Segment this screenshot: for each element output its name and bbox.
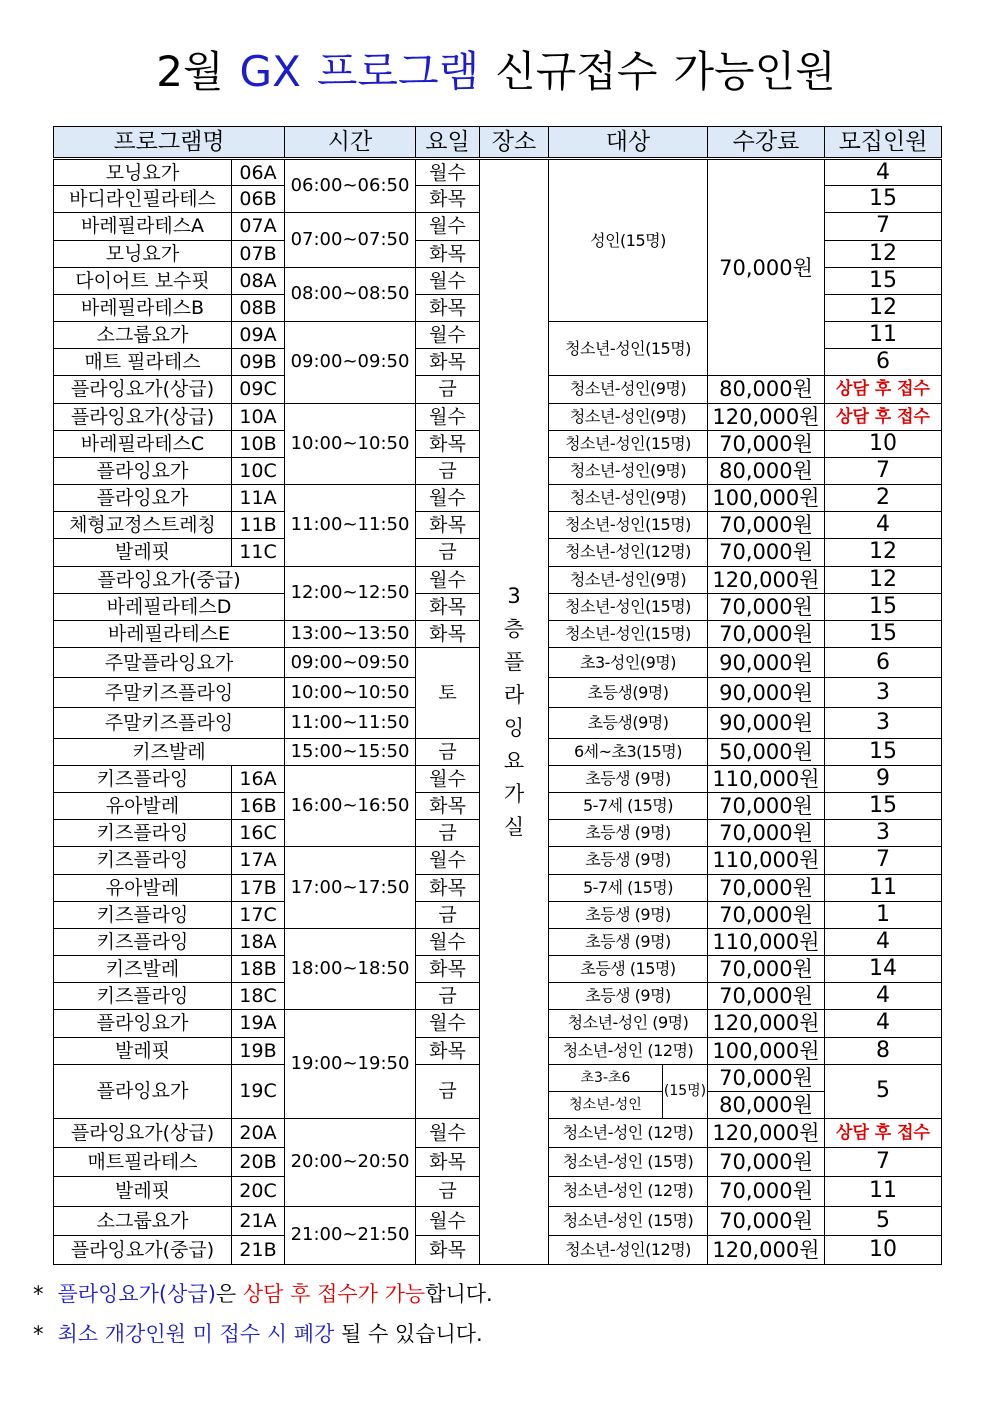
program-code: 18B: [232, 956, 285, 983]
fee: 70,000원: [708, 983, 825, 1010]
class-day: 월수: [416, 1119, 480, 1148]
fee: 50,000원: [708, 738, 825, 765]
capacity: 15: [825, 593, 942, 620]
capacity: 11: [825, 322, 942, 349]
class-time: 06:00~06:50: [285, 159, 416, 213]
program-code: 07B: [232, 240, 285, 267]
class-day: 금: [416, 820, 480, 847]
class-day: 화목: [416, 793, 480, 820]
note-1-end: 합니다.: [425, 1282, 493, 1306]
header-time: 시간: [285, 127, 416, 159]
capacity: 4: [825, 1010, 942, 1037]
class-day: 금: [416, 376, 480, 403]
class-day: 화목: [416, 1148, 480, 1177]
target: 초등생 (9명): [549, 928, 708, 955]
class-day: 월수: [416, 213, 480, 240]
fee: 80,000원: [708, 457, 825, 484]
target: 청소년-성인 (12명): [549, 1037, 708, 1064]
class-day: 화목: [416, 593, 480, 620]
class-time: 19:00~19:50: [285, 1010, 416, 1119]
program-name: 플라잉요가(상급): [54, 403, 232, 430]
class-day: 월수: [416, 847, 480, 874]
capacity: 12: [825, 566, 942, 593]
target: 청소년-성인(15명): [549, 512, 708, 539]
program-code: 16C: [232, 820, 285, 847]
fee: 70,000원: [708, 593, 825, 620]
class-time: 16:00~16:50: [285, 765, 416, 847]
class-day: 화목: [416, 430, 480, 457]
program-code: 08B: [232, 294, 285, 321]
target-size: (15명): [663, 1065, 708, 1118]
target: 청소년-성인 (15명): [549, 1148, 708, 1177]
target: 초등생 (9명): [549, 901, 708, 928]
note-1: [33, 1280, 973, 1308]
capacity: 15: [825, 267, 942, 294]
class-day: 금: [416, 901, 480, 928]
fee: 70,000원: [708, 159, 825, 376]
program-code: 08A: [232, 267, 285, 294]
title-gx: GX: [239, 47, 301, 96]
class-day: 월수: [416, 1206, 480, 1235]
target: 청소년-성인(9명): [549, 485, 708, 512]
capacity: 4: [825, 928, 942, 955]
capacity: 7: [825, 1148, 942, 1177]
program-code: 09B: [232, 349, 285, 376]
class-time: 20:00~20:50: [285, 1119, 416, 1207]
class-day: 화목: [416, 186, 480, 213]
fee: 70,000원: [708, 901, 825, 928]
capacity-consult: 상담 후 접수: [825, 403, 942, 430]
class-day: 화목: [416, 1037, 480, 1064]
target: 초등생 (9명): [549, 983, 708, 1010]
capacity: 4: [825, 512, 942, 539]
fee-split-table: [708, 1065, 824, 1118]
class-time: 15:00~15:50: [285, 738, 416, 765]
fee: 90,000원: [708, 708, 825, 738]
program-code: 11B: [232, 512, 285, 539]
class-day: 화목: [416, 874, 480, 901]
class-time: 18:00~18:50: [285, 928, 416, 1010]
target: 초등생 (9명): [549, 847, 708, 874]
program-name: 바레필라테스D: [54, 593, 285, 620]
class-day: 금: [416, 1177, 480, 1206]
target: 청소년-성인(9명): [549, 457, 708, 484]
program-name: 바레필라테스E: [54, 620, 285, 647]
header-program: 프로그램명: [54, 127, 285, 159]
capacity: 15: [825, 620, 942, 647]
fee: 100,000원: [708, 1037, 825, 1064]
program-code: 18A: [232, 928, 285, 955]
program-code: 11A: [232, 485, 285, 512]
target: 초등생(9명): [549, 678, 708, 708]
fee-b: 80,000원: [719, 1092, 813, 1117]
program-name: 체형교정스트레칭: [54, 512, 232, 539]
header-day: 요일: [416, 127, 480, 159]
class-day: 월수: [416, 928, 480, 955]
header-fee: 수강료: [708, 127, 825, 159]
capacity: 15: [825, 738, 942, 765]
class-time: 10:00~10:50: [285, 678, 416, 708]
program-name: 발레핏: [54, 1037, 232, 1064]
capacity: 7: [825, 457, 942, 484]
program-name: 키즈플라잉: [54, 765, 232, 792]
class-time: 11:00~11:50: [285, 708, 416, 738]
program-name: 플라잉요가(중급): [54, 1235, 232, 1264]
program-name: 바레필라테스A: [54, 213, 232, 240]
program-code: 18C: [232, 983, 285, 1010]
capacity: 4: [825, 983, 942, 1010]
class-day: 금: [416, 539, 480, 566]
title-new-registration: 신규접수: [495, 47, 658, 96]
capacity: 7: [825, 213, 942, 240]
fee: 80,000원: [708, 376, 825, 403]
program-code: 06A: [232, 159, 285, 186]
note-1-program: 플라잉요가(상급): [57, 1282, 216, 1306]
capacity: 11: [825, 1177, 942, 1206]
program-code: 20C: [232, 1177, 285, 1206]
capacity: 12: [825, 240, 942, 267]
program-name: 매트 필라테스: [54, 349, 232, 376]
target: 초등생 (15명): [549, 956, 708, 983]
target: 청소년-성인(9명): [549, 566, 708, 593]
capacity: 6: [825, 648, 942, 678]
title-capacity: 가능인원: [673, 47, 836, 96]
program-name: 바레필라테스B: [54, 294, 232, 321]
program-code: 17C: [232, 901, 285, 928]
capacity: 11: [825, 874, 942, 901]
program-code: 19A: [232, 1010, 285, 1037]
program-name: 키즈플라잉: [54, 928, 232, 955]
program-name: 소그룹요가: [54, 322, 232, 349]
table-row: [54, 159, 942, 186]
class-time: 13:00~13:50: [285, 620, 416, 647]
fee: 110,000원: [708, 765, 825, 792]
note-1-highlight: 상담 후 접수가 가능: [242, 1282, 426, 1306]
note-2-highlight: 최소 개강인원 미 접수 시 폐강: [57, 1322, 335, 1346]
program-name: 주말키즈플라잉: [54, 708, 285, 738]
program-name: 유아발레: [54, 874, 232, 901]
fee: 70,000원: [708, 1177, 825, 1206]
program-code: 21B: [232, 1235, 285, 1264]
target: 청소년-성인(15명): [549, 430, 708, 457]
note-bullet: *: [33, 1322, 44, 1346]
capacity: 15: [825, 793, 942, 820]
fee: 90,000원: [708, 648, 825, 678]
class-day: 화목: [416, 240, 480, 267]
target: 성인(15명): [549, 159, 708, 322]
title-program: 프로그램: [316, 47, 480, 96]
capacity: 1: [825, 901, 942, 928]
program-name: 주말키즈플라잉: [54, 678, 285, 708]
fee: 120,000원: [708, 1010, 825, 1037]
program-name: 키즈발레: [54, 738, 285, 765]
target: 청소년-성인 (9명): [549, 1010, 708, 1037]
capacity: 9: [825, 765, 942, 792]
program-name: 플라잉요가: [54, 1064, 232, 1118]
fee: 70,000원: [708, 620, 825, 647]
capacity: 3: [825, 820, 942, 847]
program-name: 주말플라잉요가: [54, 648, 285, 678]
class-time: 17:00~17:50: [285, 847, 416, 929]
fee: 70,000원: [708, 793, 825, 820]
target-a: 초3-초6: [549, 1065, 663, 1092]
class-time: 10:00~10:50: [285, 403, 416, 485]
class-day: 화목: [416, 956, 480, 983]
capacity: 5: [825, 1206, 942, 1235]
program-name: 키즈플라잉: [54, 847, 232, 874]
class-day: 화목: [416, 294, 480, 321]
target-split: [549, 1064, 708, 1118]
target: 초등생 (9명): [549, 765, 708, 792]
fee: 70,000원: [708, 539, 825, 566]
class-day: 월수: [416, 1010, 480, 1037]
class-time: 11:00~11:50: [285, 485, 416, 567]
program-name: 모닝요가: [54, 240, 232, 267]
program-code: 21A: [232, 1206, 285, 1235]
target-split-table: [549, 1065, 707, 1118]
header-row: [54, 127, 942, 159]
capacity: 7: [825, 847, 942, 874]
program-code: 20B: [232, 1148, 285, 1177]
fee: 90,000원: [708, 678, 825, 708]
program-name: 키즈플라잉: [54, 901, 232, 928]
program-name: 발레핏: [54, 1177, 232, 1206]
target: 5-7세 (15명): [549, 874, 708, 901]
fee: 120,000원: [708, 1119, 825, 1148]
program-name: 플라잉요가(중급): [54, 566, 285, 593]
target-b: 청소년-성인: [569, 1096, 642, 1113]
class-day: 월수: [416, 267, 480, 294]
fee: 120,000원: [708, 403, 825, 430]
fee: 70,000원: [708, 820, 825, 847]
fee: 100,000원: [708, 485, 825, 512]
class-day: 월수: [416, 485, 480, 512]
fee: 70,000원: [708, 956, 825, 983]
capacity: 2: [825, 485, 942, 512]
target: 청소년-성인(9명): [549, 376, 708, 403]
capacity: 3: [825, 678, 942, 708]
program-name: 플라잉요가: [54, 485, 232, 512]
fee-split: [708, 1064, 825, 1118]
program-code: 19C: [232, 1064, 285, 1118]
program-name: 바디라인필라테스: [54, 186, 232, 213]
program-name: 모닝요가: [54, 159, 232, 186]
target: 6세~초3(15명): [549, 738, 708, 765]
program-code: 19B: [232, 1037, 285, 1064]
class-time: 09:00~09:50: [285, 648, 416, 678]
program-name: 매트필라테스: [54, 1148, 232, 1177]
class-day: 화목: [416, 620, 480, 647]
program-name: 플라잉요가: [54, 457, 232, 484]
program-code: 11C: [232, 539, 285, 566]
fee-a: 70,000원: [708, 1065, 824, 1092]
capacity: 5: [825, 1064, 942, 1118]
program-name: 플라잉요가(상급): [54, 1119, 232, 1148]
note-2: [33, 1320, 973, 1348]
class-time: 12:00~12:50: [285, 566, 416, 620]
program-code: 09C: [232, 376, 285, 403]
capacity: 15: [825, 186, 942, 213]
fee: 110,000원: [708, 928, 825, 955]
target: 초3-성인(9명): [549, 648, 708, 678]
header-count: 모집인원: [825, 127, 942, 159]
class-day: 금: [416, 738, 480, 765]
fee: 110,000원: [708, 847, 825, 874]
target: 5-7세 (15명): [549, 793, 708, 820]
note-bullet: *: [33, 1282, 44, 1306]
class-day: 화목: [416, 1235, 480, 1264]
header-place: 장소: [480, 127, 549, 159]
target: 초등생 (9명): [549, 820, 708, 847]
page-title: [0, 44, 992, 100]
program-name: 바레필라테스C: [54, 430, 232, 457]
target: 청소년-성인 (12명): [549, 1119, 708, 1148]
capacity: 14: [825, 956, 942, 983]
target: 청소년-성인(15명): [549, 620, 708, 647]
program-name: 키즈플라잉: [54, 983, 232, 1010]
program-name: 플라잉요가(상급): [54, 376, 232, 403]
target: 청소년-성인(15명): [549, 593, 708, 620]
note-2-text: 될 수 있습니다.: [334, 1322, 483, 1346]
fee: 120,000원: [708, 566, 825, 593]
class-day: 월수: [416, 765, 480, 792]
note-1-text: 은: [215, 1282, 243, 1306]
capacity: 6: [825, 349, 942, 376]
place-cell: 3 층 플 라 잉 요 가 실: [480, 159, 549, 1265]
class-time: 21:00~21:50: [285, 1206, 416, 1264]
program-code: 17A: [232, 847, 285, 874]
program-name: 키즈발레: [54, 956, 232, 983]
program-name: 키즈플라잉: [54, 820, 232, 847]
class-day: 월수: [416, 566, 480, 593]
fee: 120,000원: [708, 1235, 825, 1264]
program-code: 09A: [232, 322, 285, 349]
capacity-consult: 상담 후 접수: [825, 1119, 942, 1148]
capacity: 4: [825, 159, 942, 186]
class-time: 08:00~08:50: [285, 267, 416, 321]
target: 청소년-성인 (12명): [549, 1177, 708, 1206]
class-day: 금: [416, 1064, 480, 1118]
capacity: 12: [825, 539, 942, 566]
program-name: 소그룹요가: [54, 1206, 232, 1235]
capacity: 10: [825, 1235, 942, 1264]
program-code: 10B: [232, 430, 285, 457]
class-time: 07:00~07:50: [285, 213, 416, 267]
target: 초등생(9명): [549, 708, 708, 738]
class-day: 금: [416, 983, 480, 1010]
class-day: 화목: [416, 349, 480, 376]
capacity: 3: [825, 708, 942, 738]
target: 청소년-성인 (15명): [549, 1206, 708, 1235]
schedule-table: [53, 126, 942, 1265]
program-name: 발레핏: [54, 539, 232, 566]
target: 청소년-성인(9명): [549, 403, 708, 430]
class-day: 월수: [416, 322, 480, 349]
class-day: 화목: [416, 512, 480, 539]
class-day: 금: [416, 457, 480, 484]
capacity: 8: [825, 1037, 942, 1064]
fee: 70,000원: [708, 1206, 825, 1235]
header-target: 대상: [549, 127, 708, 159]
fee: 70,000원: [708, 512, 825, 539]
target: 청소년-성인(12명): [549, 539, 708, 566]
program-code: 16A: [232, 765, 285, 792]
program-name: 플라잉요가: [54, 1010, 232, 1037]
class-day: 토: [416, 648, 480, 739]
capacity: 12: [825, 294, 942, 321]
program-code: 07A: [232, 213, 285, 240]
program-code: 10A: [232, 403, 285, 430]
program-code: 06B: [232, 186, 285, 213]
class-day: 월수: [416, 403, 480, 430]
class-time: 09:00~09:50: [285, 322, 416, 404]
fee: 70,000원: [708, 430, 825, 457]
target: 청소년-성인(15명): [549, 322, 708, 376]
class-day: 월수: [416, 159, 480, 186]
program-code: 16B: [232, 793, 285, 820]
program-code: 20A: [232, 1119, 285, 1148]
program-name: 다이어트 보수핏: [54, 267, 232, 294]
program-name: 유아발레: [54, 793, 232, 820]
fee: 70,000원: [708, 874, 825, 901]
target: 청소년-성인(12명): [549, 1235, 708, 1264]
fee: 70,000원: [708, 1148, 825, 1177]
program-code: 17B: [232, 874, 285, 901]
program-code: 10C: [232, 457, 285, 484]
title-month: 2월: [156, 47, 224, 96]
capacity-consult: 상담 후 접수: [825, 376, 942, 403]
capacity: 10: [825, 430, 942, 457]
